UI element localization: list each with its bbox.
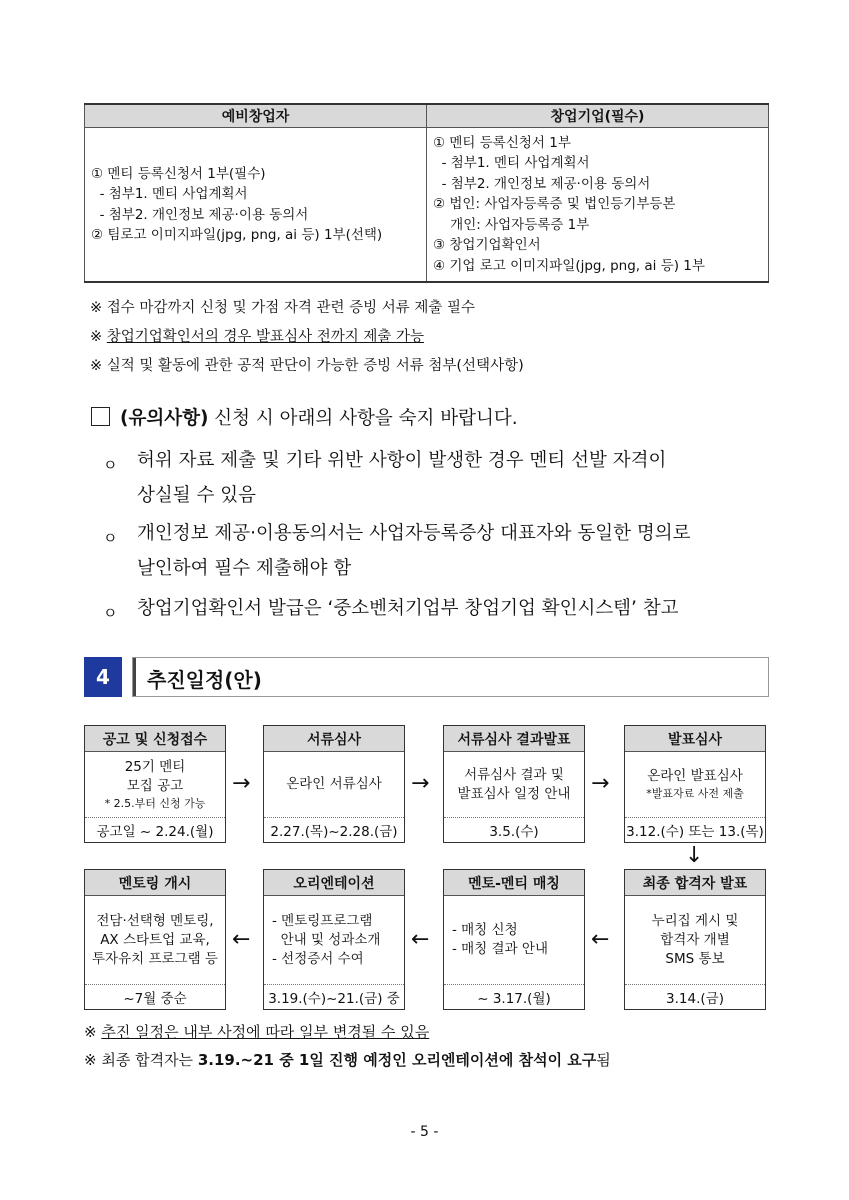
step-body	[444, 896, 584, 985]
step-title: 멘토링 개시	[85, 870, 225, 896]
note-prefix: ※	[90, 329, 107, 345]
step-line: 투자유치 프로그램 등	[92, 950, 218, 967]
checkbox-square-icon	[91, 407, 110, 426]
step-body	[264, 752, 404, 818]
step-line: AX 스타트업 교육,	[100, 931, 210, 948]
step-line: - 매칭 결과 안내	[452, 941, 548, 957]
step-body	[444, 752, 584, 818]
step-date: ~ 3.17.(월)	[477, 991, 551, 1007]
step-line: 모집 공고	[126, 777, 184, 794]
step-document-review	[263, 725, 405, 843]
note-prefix: ※	[84, 1023, 102, 1041]
bullet-circle-icon: ㅇ	[103, 456, 118, 474]
caution-item-3-line1: 창업기업확인서 발급은 ‘중소벤처기업부 창업기업 확인시스템’ 참고	[137, 598, 679, 619]
caution-item-1-line1: 허위 자료 제출 및 기타 위반 사항이 발생한 경우 멘티 선발 자격이	[137, 450, 667, 471]
header-pre-founder: 예비창업자	[85, 104, 427, 128]
step-line: 발표심사 일정 안내	[457, 785, 571, 802]
note-deadline: ※ 접수 마감까지 신청 및 가점 자격 관련 증빙 서류 제출 필수	[90, 300, 476, 316]
startup-documents	[427, 128, 769, 283]
step-date: ~7월 중순	[123, 991, 187, 1007]
step-final-announcement	[624, 869, 766, 1010]
arrow-right-icon: →	[232, 771, 251, 796]
step-body	[85, 896, 225, 985]
caution-item-1	[103, 443, 773, 513]
note-underlined: 창업기업확인서의 경우 발표심사 전까지 제출 가능	[106, 329, 424, 345]
page-number: - 5 -	[410, 1124, 439, 1140]
step-body	[264, 896, 404, 985]
header-startup: 창업기업(필수)	[427, 104, 769, 128]
doc-line: - 첨부2. 개인정보 제공·이용 동의서	[91, 206, 309, 223]
doc-line: - 첨부2. 개인정보 제공·이용 동의서	[433, 175, 651, 192]
step-line: 온라인 서류심사	[286, 776, 382, 792]
caution-label: (유의사항)	[120, 408, 209, 429]
step-title: 멘토-멘티 매칭	[444, 870, 584, 896]
doc-line: ① 멘티 등록신청서 1부(필수)	[91, 165, 266, 182]
step-date: 3.12.(수) 또는 13.(목)	[626, 824, 764, 840]
pre-founder-documents	[85, 128, 427, 283]
note-certificate	[90, 325, 424, 346]
note-underlined: 추진 일정은 내부 사정에 따라 일부 변경될 수 있음	[101, 1023, 430, 1041]
step-line: 안내 및 성과소개	[272, 931, 381, 948]
note-suffix: 됨	[596, 1051, 611, 1069]
arrow-right-icon: →	[591, 771, 610, 796]
note-evidence: ※ 실적 및 활동에 관한 공적 판단이 가능한 증빙 서류 첨부(선택사항)	[90, 358, 524, 374]
step-line: SMS 통보	[665, 950, 725, 967]
step-note: *발표자료 사전 제출	[646, 787, 744, 800]
doc-line: - 첨부1. 멘티 사업계획서	[91, 186, 248, 202]
arrow-down-icon: ↓	[685, 843, 704, 868]
step-announcement	[84, 725, 226, 843]
caution-heading	[91, 404, 518, 430]
arrow-right-icon: →	[411, 771, 430, 796]
step-date: 2.27.(목)~2.28.(금)	[270, 824, 398, 840]
step-line: 합격자 개별	[660, 931, 730, 948]
step-body	[85, 752, 225, 818]
step-title: 공고 및 신청접수	[85, 726, 225, 752]
step-date: 3.5.(수)	[489, 824, 539, 840]
step-title: 서류심사	[264, 726, 404, 752]
arrow-left-icon: ←	[591, 927, 610, 952]
doc-line: ④ 기업 로고 이미지파일(jpg, png, ai 등) 1부	[433, 257, 705, 274]
step-mentoring-start	[84, 869, 226, 1010]
step-document-result	[443, 725, 585, 843]
caution-item-1-line2: 상실될 수 있음	[137, 485, 256, 506]
section-title: 추진일정(안)	[147, 668, 262, 692]
doc-line: - 첨부1. 멘티 사업계획서	[433, 155, 590, 172]
step-date: 3.19.(수)~21.(금) 중	[268, 991, 400, 1007]
step-title: 최종 합격자 발표	[625, 870, 765, 896]
step-title: 오리엔테이션	[264, 870, 404, 896]
required-documents-table	[84, 103, 769, 283]
step-line: 서류심사 결과 및	[464, 766, 564, 783]
step-presentation-review	[624, 725, 766, 843]
schedule-note-change	[84, 1021, 429, 1042]
step-line: - 멘토링프로그램	[272, 912, 373, 929]
bullet-circle-icon: ㅇ	[103, 529, 118, 547]
step-line: 누리집 게시 및	[651, 912, 739, 929]
step-line: - 매칭 신청	[452, 922, 518, 938]
doc-line: ① 멘티 등록신청서 1부	[433, 134, 571, 151]
caution-text: 신청 시 아래의 사항을 숙지 바랍니다.	[208, 408, 518, 429]
step-line: 온라인 발표심사	[647, 768, 743, 784]
step-line: 25기 멘티	[124, 758, 186, 775]
caution-item-2-line2: 날인하여 필수 제출해야 함	[137, 558, 352, 579]
step-title: 서류심사 결과발표	[444, 726, 584, 752]
step-note: * 2.5.부터 신청 가능	[104, 796, 206, 810]
schedule-note-orientation	[84, 1049, 611, 1070]
step-date: 공고일 ~ 2.24.(월)	[96, 824, 214, 840]
caution-item-3	[103, 591, 773, 626]
step-orientation	[263, 869, 405, 1010]
doc-line: ② 팀로고 이미지파일(jpg, png, ai 등) 1부(선택)	[91, 227, 383, 243]
step-body	[625, 896, 765, 985]
step-matching	[443, 869, 585, 1010]
caution-item-2-line1: 개인정보 제공·이용동의서는 사업자등록증상 대표자와 동일한 명의로	[137, 523, 691, 544]
doc-line: ③ 창업기업확인서	[433, 237, 541, 254]
section-number: 4	[84, 657, 122, 697]
step-line: 전담·선택형 멘토링,	[96, 912, 214, 929]
arrow-left-icon: ←	[411, 927, 430, 952]
step-line: - 선정증서 수여	[272, 950, 364, 967]
doc-line: 개인: 사업자등록증 1부	[433, 216, 590, 233]
arrow-left-icon: ←	[232, 927, 251, 952]
section-title-box	[132, 657, 769, 697]
step-body	[625, 752, 765, 818]
doc-line: ② 법인: 사업자등록증 및 법인등기부등본	[433, 196, 676, 213]
note-bold: 3.19.~21 중 1일 진행 예정인 오리엔테이션에 참석이 요구	[197, 1051, 597, 1069]
bullet-circle-icon: ㅇ	[103, 604, 118, 622]
step-title: 발표심사	[625, 726, 765, 752]
caution-item-2	[103, 516, 773, 586]
step-date: 3.14.(금)	[666, 991, 724, 1007]
note-prefix: ※ 최종 합격자는	[84, 1051, 198, 1069]
